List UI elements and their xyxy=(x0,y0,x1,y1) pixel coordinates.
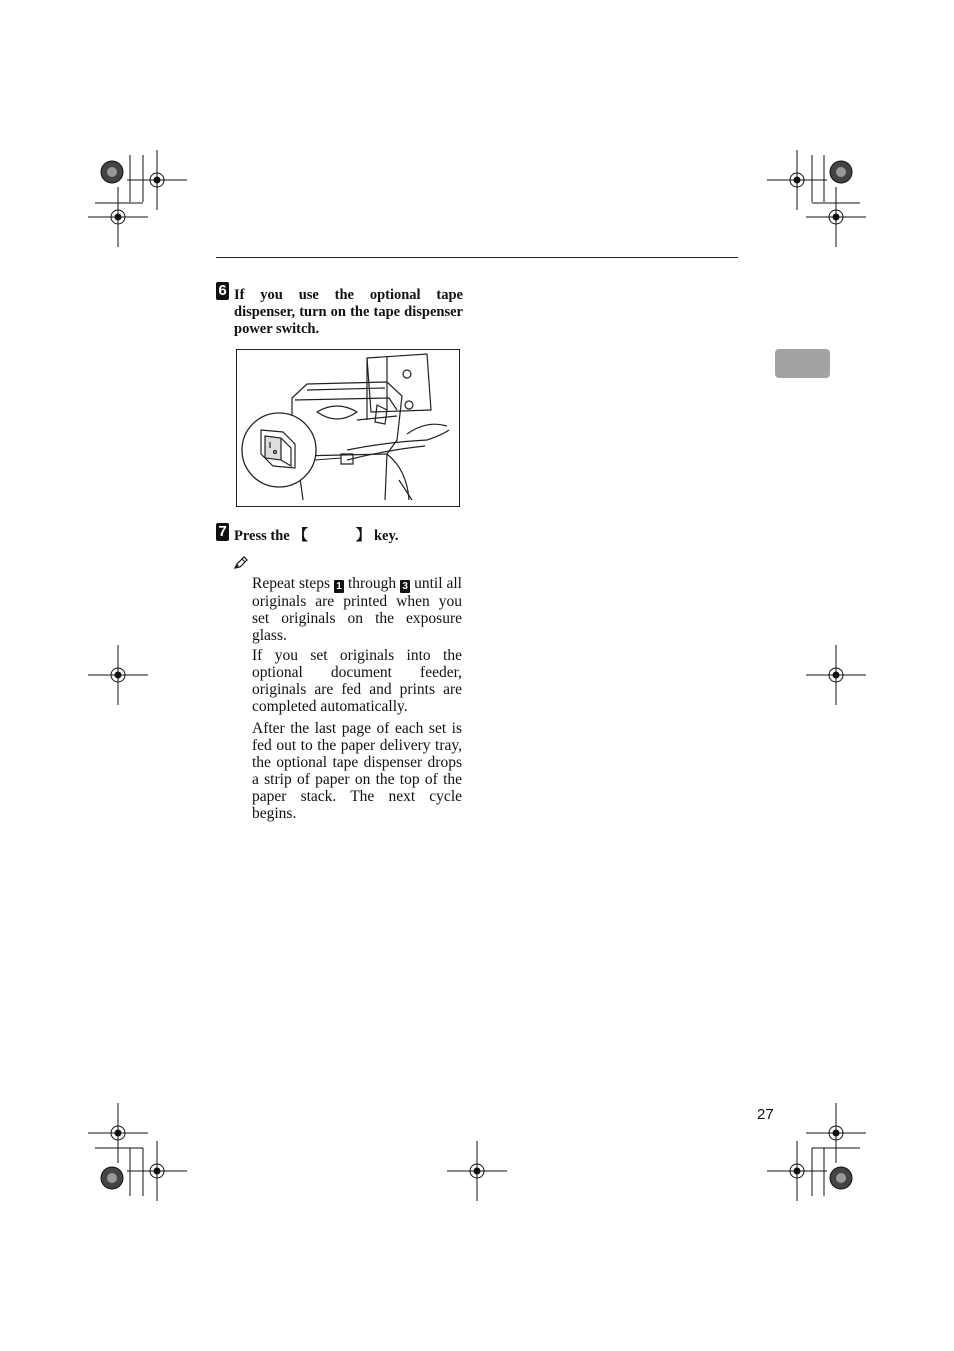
step-7-number: 7 xyxy=(216,523,229,541)
step-7-text xyxy=(234,528,463,545)
tape-dispenser-drawing xyxy=(237,350,459,506)
step-ref-end: 3 xyxy=(400,580,410,593)
key-bracket-close: 】 xyxy=(355,528,371,544)
tape-dispenser-illustration xyxy=(236,349,460,507)
note-paragraph-2: If you set originals into the optional document feeder, originals are fed and prints are completed automatically. xyxy=(252,647,462,715)
note-paragraph-3: After the last page of each set is fed out to the paper delivery tray, the optional tape dispenser drops a strip of paper on the top of the paper stack. The next cycle begins. xyxy=(252,720,462,822)
step-7-press: Press the xyxy=(234,528,290,544)
step-ref-start: 1 xyxy=(334,580,344,593)
step-6-number: 6 xyxy=(216,282,229,300)
step-6-text: If you use the optional tape dispenser, turn on the tape dispenser power switch. xyxy=(234,287,463,337)
key-bracket-open: 【 xyxy=(293,528,308,544)
page-number: 27 xyxy=(757,1106,774,1123)
note-1-before: Repeat steps xyxy=(252,575,331,592)
note-paragraph-1 xyxy=(252,575,462,644)
note-1-middle: through xyxy=(347,575,397,592)
step-7-key: key. xyxy=(373,528,399,544)
header-rule xyxy=(216,257,738,258)
pencil-note-icon xyxy=(233,556,249,570)
note-1-after: until all originals are printed when you set originals on the exposure glass. xyxy=(252,575,462,644)
chapter-tab xyxy=(775,349,830,378)
